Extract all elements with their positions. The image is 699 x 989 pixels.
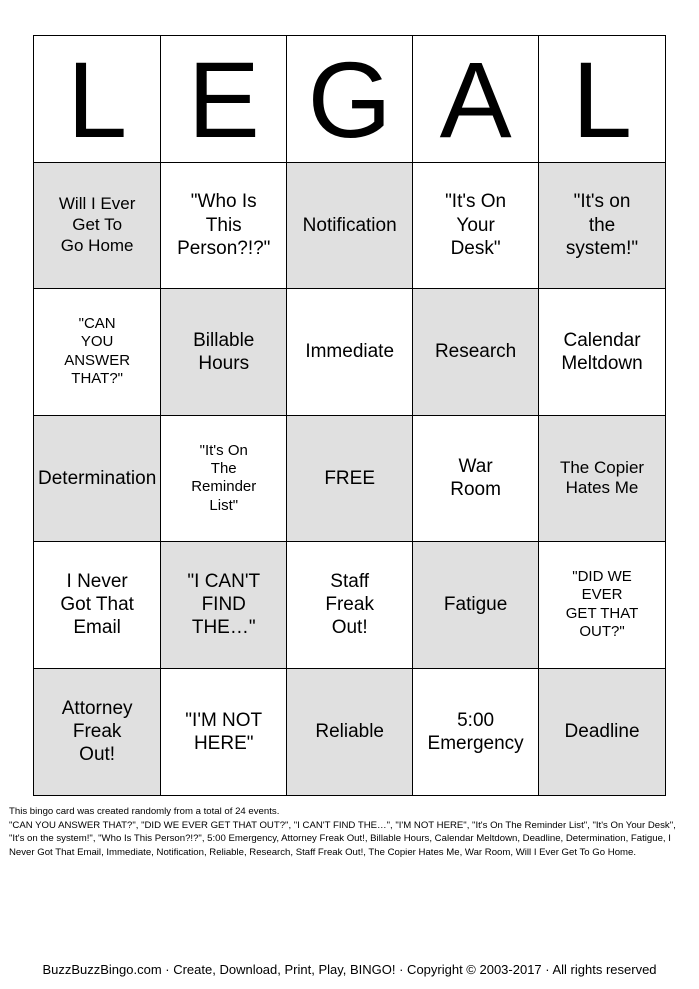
bingo-square-label: Notification [302,214,397,236]
bingo-square[interactable] [287,163,413,290]
bingo-square-label: FREE [324,467,376,489]
bingo-square[interactable] [34,416,161,543]
header-letter: L [34,36,161,163]
bingo-square[interactable] [161,416,287,543]
bingo-square-label: Will I Ever Get To Go Home [58,194,136,255]
bingo-square-label: Determination [38,467,157,489]
bingo-square-label: The Copier Hates Me [559,457,645,498]
bingo-square[interactable] [539,669,665,796]
bingo-square-label: I Never Got That Email [60,570,134,639]
bingo-square[interactable] [539,163,665,290]
bingo-square-label: "It's On The Reminder List" [191,441,257,514]
bingo-square[interactable] [539,289,665,416]
bingo-square[interactable] [413,542,539,669]
bingo-square-label: "DID WE EVER GET THAT OUT?" [565,568,639,641]
bingo-square-label: Deadline [564,721,640,743]
bingo-square[interactable] [413,669,539,796]
bingo-square[interactable] [287,542,413,669]
bingo-square-label: Attorney Freak Out! [61,697,133,766]
bingo-square-label: "It's On Your Desk" [445,191,507,259]
bingo-square-label: "I'M NOT HERE" [185,709,263,754]
bingo-square[interactable] [34,289,161,416]
card-note [9,805,691,859]
header-letter: L [539,36,665,163]
bingo-square-label: Staff Freak Out! [325,570,374,639]
bingo-square-label: Immediate [305,341,395,363]
bingo-square[interactable] [539,416,665,543]
bingo-square[interactable] [161,163,287,290]
bingo-square-label: War Room [450,456,501,501]
note-summary: This bingo card was created randomly from a total of 24 events. [9,806,280,817]
bingo-square-label: "It's on the system!" [565,191,639,259]
bingo-square[interactable] [413,163,539,290]
bingo-square-label: Calendar Meltdown [561,329,643,374]
header-letter: A [413,36,539,163]
bingo-square-label: "Who Is This Person?!?" [177,191,271,259]
bingo-square[interactable] [34,669,161,796]
site-footer: BuzzBuzzBingo.com · Create, Download, Print, Play, BINGO! · Copyright © 2003-2017 · All rights reserved [42,962,657,977]
bingo-square-label: Billable Hours [193,329,255,374]
bingo-square-label: Research [434,341,517,363]
bingo-square[interactable] [287,669,413,796]
bingo-square-label: Reliable [315,721,384,743]
bingo-square[interactable] [413,416,539,543]
bingo-square[interactable] [161,289,287,416]
bingo-square[interactable] [287,289,413,416]
bingo-square[interactable] [34,163,161,290]
header-letter: G [287,36,413,163]
bingo-card [33,35,666,796]
bingo-square-label: 5:00 Emergency [427,709,524,754]
bingo-square[interactable] [539,542,665,669]
bingo-square[interactable] [161,669,287,796]
note-event-list: "CAN YOU ANSWER THAT?", "DID WE EVER GET THAT OUT?", "I CAN'T FIND THE…", "I'M NOT HERE", "It's On The Reminder List", "It's On Your Desk", "It's on the system!", "Who Is This Person?!?", 5:00 Emergency, Attorney Freak Out!, Billable Hours, Calendar Meltdown, Deadline, Determination, Fatigue, I Never Got That Email, Immediate, Notification, Reliable, Research, Staff Freak Out!, The Copier Hates Me, War Room, Will I Ever Get To Go Home. [9,819,676,858]
bingo-square-label: Fatigue [443,594,508,616]
bingo-square[interactable] [413,289,539,416]
bingo-square-label: "I CAN'T FIND THE…" [187,570,261,639]
header-letter: E [161,36,287,163]
bingo-square[interactable] [161,542,287,669]
bingo-square[interactable] [287,416,413,543]
bingo-square-label: "CAN YOU ANSWER THAT?" [64,315,131,388]
bingo-square[interactable] [34,542,161,669]
